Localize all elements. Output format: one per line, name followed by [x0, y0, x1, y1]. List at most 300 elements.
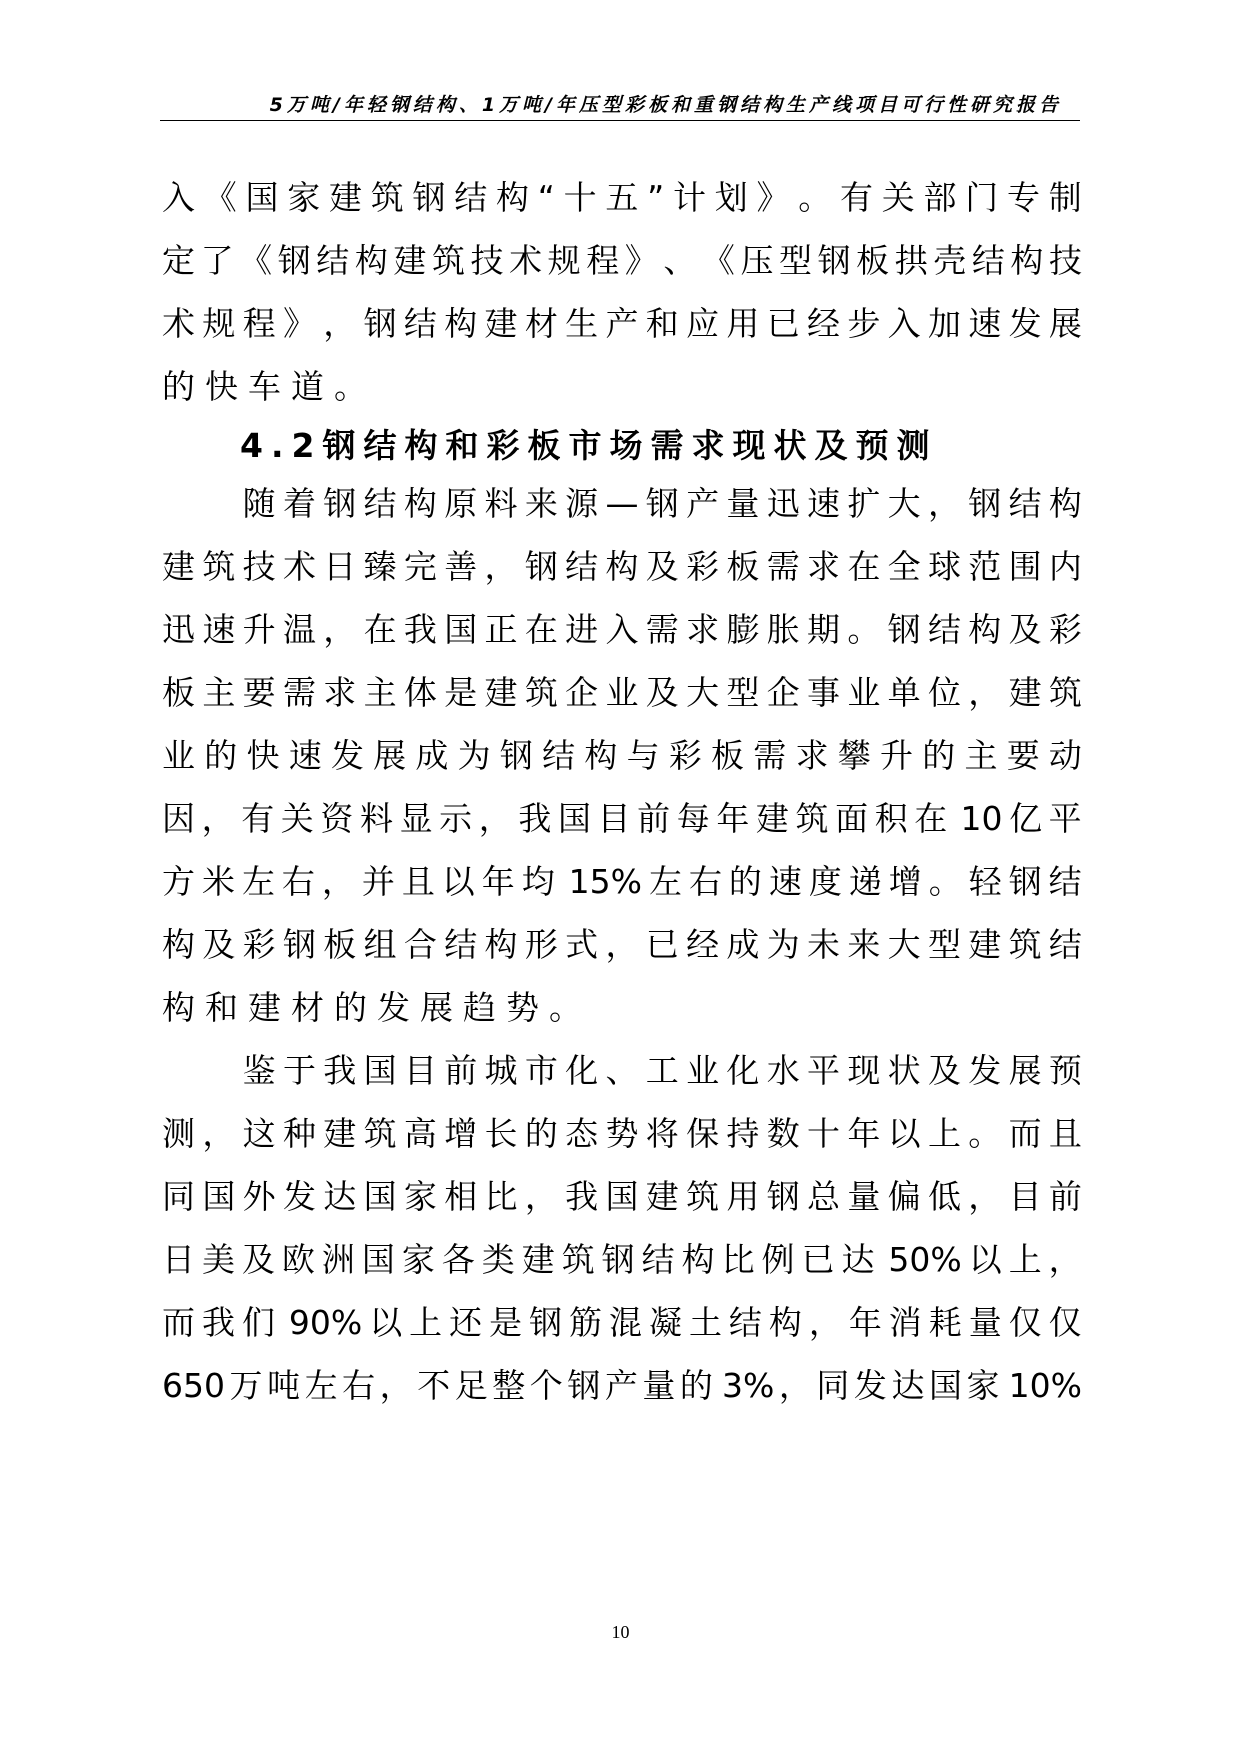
text-glyph: 年 [848, 1303, 882, 1342]
text-glyph: 发 [853, 1366, 887, 1405]
text-glyph: 年 [481, 862, 515, 901]
text-glyph: 家 [401, 1240, 435, 1279]
text-glyph: 展 [373, 736, 407, 775]
text-glyph: 用 [726, 304, 760, 343]
text-glyph: 需 [282, 673, 316, 712]
text-glyph: 着 [282, 484, 316, 523]
text-glyph: 速 [288, 736, 322, 775]
text-glyph: 程 [242, 304, 276, 343]
text-glyph: 态 [565, 1114, 599, 1153]
text-glyph: 壳 [933, 241, 967, 280]
text-glyph: 建 [323, 1114, 357, 1153]
text-glyph: 量 [726, 484, 760, 523]
text-glyph: 工 [645, 1051, 679, 1090]
text-glyph: 左 [648, 862, 682, 901]
text-glyph: 体 [403, 673, 437, 712]
page-number: 10 [611, 1622, 630, 1642]
text-glyph: 要 [242, 673, 276, 712]
text-glyph: 入 [162, 178, 195, 217]
text-glyph: 筑 [370, 178, 404, 217]
text-glyph: 迅 [766, 484, 800, 523]
text-glyph: ， [927, 484, 961, 523]
text-glyph: 目 [597, 799, 631, 838]
text-glyph: 构 [484, 925, 518, 964]
text-glyph: 筑 [1048, 673, 1082, 712]
text-glyph: 建 [393, 241, 427, 280]
text-glyph: 》 [282, 304, 316, 343]
text-glyph: 料 [359, 799, 393, 838]
text-glyph: 吨 [267, 1366, 301, 1405]
text-glyph: 国 [363, 1177, 397, 1216]
text-glyph: 现 [847, 1051, 881, 1090]
text-glyph [162, 1051, 195, 1091]
text-glyph: 及 [241, 1240, 275, 1279]
text-glyph: 筑 [202, 547, 236, 586]
text-glyph: 10 [960, 799, 1003, 838]
text-glyph: 大 [686, 673, 720, 712]
text-glyph: 构 [968, 610, 1002, 649]
text-glyph: 建 [968, 925, 1002, 964]
text-glyph: 需 [766, 547, 800, 586]
text-glyph: 因 [162, 799, 195, 838]
text-glyph: 以 [441, 862, 475, 901]
text-line: 构和建材的发展趋势。 [162, 988, 592, 1027]
text-glyph: ， [808, 1303, 842, 1342]
text-glyph: 型 [726, 673, 760, 712]
header-title: 5万吨/年轻钢结构、1万吨/年压型彩板和重钢结构生产线项目可行性研究报告 [269, 94, 1062, 116]
text-glyph: 比 [721, 1240, 755, 1279]
text-glyph: 均 [521, 862, 555, 901]
text-glyph: 应 [686, 304, 720, 343]
text-glyph: 我 [518, 799, 552, 838]
text-glyph: 用 [726, 1177, 760, 1216]
text-glyph: 持 [726, 1114, 760, 1153]
text-glyph: 单 [887, 673, 921, 712]
text-glyph: 将 [645, 1114, 679, 1153]
text-glyph: 构 [1010, 241, 1044, 280]
text-glyph: 上 [927, 1114, 961, 1153]
text-glyph: 型 [779, 241, 812, 280]
text-glyph: 速 [768, 862, 802, 901]
text-glyph: 亿 [1009, 799, 1043, 838]
text-glyph: 构 [403, 484, 437, 523]
text-glyph: 家 [966, 1366, 1000, 1405]
text-glyph: 的 [204, 736, 238, 775]
text-glyph: 关 [280, 799, 314, 838]
text-glyph: 建 [329, 178, 362, 217]
text-glyph: ， [524, 1177, 558, 1216]
text-glyph: 钢 [529, 1303, 563, 1342]
text-glyph: 在 [914, 799, 948, 838]
text-glyph: 化 [565, 1051, 599, 1090]
text-glyph: 升 [242, 610, 276, 649]
text-glyph: 个 [529, 1366, 563, 1405]
text-glyph: 结 [1048, 862, 1082, 901]
text-glyph: 术 [282, 547, 316, 586]
text-glyph: “ [537, 178, 555, 217]
text-glyph: 轻 [968, 862, 1002, 901]
text-glyph: 国 [245, 178, 279, 217]
text-glyph: 结 [1008, 484, 1042, 523]
text-glyph: 经 [807, 304, 840, 343]
text-glyph: 城 [484, 1051, 518, 1090]
text-glyph: 测 [162, 1114, 195, 1153]
text-glyph: 及 [645, 547, 679, 586]
text-glyph: 构 [354, 241, 388, 280]
text-glyph: 胀 [766, 610, 800, 649]
text-glyph: 构 [768, 1303, 802, 1342]
text-glyph: 要 [1006, 736, 1040, 775]
text-glyph: 数 [766, 1114, 800, 1153]
text-glyph: 原 [444, 484, 478, 523]
running-header [160, 86, 1080, 121]
text-glyph: 钢 [323, 484, 357, 523]
text-glyph: 90% [288, 1303, 363, 1342]
text-glyph: 水 [766, 1051, 800, 1090]
text-glyph: ， [1048, 1240, 1082, 1279]
text-glyph: 市 [524, 1051, 558, 1090]
text-glyph: 资 [320, 799, 354, 838]
text-glyph: 国 [363, 1051, 397, 1090]
text-glyph: 《 [239, 241, 273, 280]
text-glyph: 是 [444, 673, 478, 712]
text-glyph: 钢 [363, 304, 397, 343]
text-glyph: 、 [663, 241, 697, 280]
text-glyph: 们 [241, 1303, 275, 1342]
text-glyph: 筋 [569, 1303, 603, 1342]
text-glyph: 为 [457, 736, 491, 775]
text-glyph: 随 [242, 484, 276, 523]
text-glyph: 计 [672, 178, 706, 217]
text-glyph: 仅 [1008, 1303, 1042, 1342]
text-glyph [202, 484, 235, 524]
text-line [162, 484, 1082, 524]
text-glyph: 成 [726, 925, 760, 964]
text-glyph: 以 [369, 1303, 403, 1342]
text-glyph: 洲 [321, 1240, 355, 1279]
text-glyph: 需 [753, 736, 787, 775]
text-glyph: 目 [403, 1051, 437, 1090]
text-glyph: 及 [927, 1051, 961, 1090]
text-glyph: 全 [887, 547, 921, 586]
text-glyph: 已 [766, 304, 800, 343]
text-glyph: 构 [1048, 484, 1082, 523]
text-glyph: 与 [626, 736, 660, 775]
text-glyph: 术 [509, 241, 543, 280]
text-glyph [202, 1051, 235, 1091]
text-glyph: 构 [584, 736, 618, 775]
text-glyph: 仅 [1048, 1303, 1082, 1342]
text-glyph: 发 [282, 1177, 316, 1216]
text-glyph: 平 [807, 1051, 840, 1090]
text-glyph: 十 [563, 178, 597, 217]
text-glyph: 求 [795, 736, 829, 775]
text-glyph: 及 [1008, 610, 1042, 649]
text-line [162, 736, 1082, 776]
text-glyph: 大 [887, 925, 921, 964]
text-glyph: 发 [968, 1051, 1002, 1090]
text-glyph: 加 [927, 304, 961, 343]
text-glyph: 钢 [499, 736, 533, 775]
text-glyph: 日 [323, 547, 357, 586]
text-glyph: 家 [403, 1177, 437, 1216]
text-glyph: 结 [1048, 925, 1082, 964]
text-glyph: 结 [454, 178, 488, 217]
text-glyph: 同 [162, 1177, 195, 1216]
text-glyph: 构 [605, 547, 639, 586]
text-glyph: 业 [686, 1051, 720, 1090]
text-glyph: 速 [968, 304, 1002, 343]
text-glyph: 结 [971, 241, 1005, 280]
text-glyph: 技 [242, 547, 276, 586]
text-glyph: 日 [162, 1240, 195, 1279]
text-glyph: 已 [801, 1240, 835, 1279]
text-glyph: 关 [881, 178, 915, 217]
text-glyph: 板 [323, 925, 357, 964]
text-glyph: 钢 [817, 241, 851, 280]
text-glyph: 量 [642, 1366, 676, 1405]
text-glyph: ， [968, 1177, 1002, 1216]
text-glyph: 膨 [726, 610, 760, 649]
text-glyph: 已 [645, 925, 679, 964]
text-glyph: 彩 [668, 736, 702, 775]
text-glyph: 范 [968, 547, 1002, 586]
text-glyph: 技 [1048, 241, 1082, 280]
text-glyph: 事 [807, 673, 840, 712]
text-glyph: 期 [807, 610, 840, 649]
text-glyph: 求 [807, 547, 840, 586]
text-glyph: ， [201, 799, 235, 838]
text-glyph: ， [323, 610, 357, 649]
text-glyph: 型 [927, 925, 961, 964]
text-glyph: ， [605, 925, 639, 964]
section-heading: 4.2钢结构和彩板市场需求现状及预测 [240, 426, 938, 465]
text-glyph: 右 [688, 862, 722, 901]
text-glyph: ， [202, 1114, 236, 1153]
text-glyph: 高 [403, 1114, 437, 1153]
text-glyph: 耗 [928, 1303, 962, 1342]
text-line [162, 610, 1082, 650]
text-glyph: 达 [323, 1177, 357, 1216]
text-glyph: 规 [202, 304, 236, 343]
text-glyph: 经 [686, 925, 720, 964]
text-glyph: 年 [716, 799, 750, 838]
text-glyph [162, 484, 195, 524]
text-glyph: 钢 [1008, 862, 1042, 901]
text-glyph: 。 [798, 178, 832, 217]
text-glyph: 量 [847, 1177, 881, 1216]
text-glyph: 拱 [894, 241, 928, 280]
text-glyph: 围 [1008, 547, 1042, 586]
text-glyph: ， [968, 673, 1002, 712]
text-line [162, 1051, 1082, 1091]
text-glyph: 结 [542, 736, 576, 775]
text-glyph: 内 [1048, 547, 1082, 586]
text-glyph: 板 [726, 547, 760, 586]
text-glyph: 臻 [363, 547, 397, 586]
text-glyph: 企 [565, 673, 599, 712]
text-glyph: 钢 [524, 547, 558, 586]
text-glyph: 不 [417, 1366, 451, 1405]
text-glyph: 结 [444, 925, 478, 964]
text-glyph: 建 [162, 547, 195, 586]
text-glyph: 在 [847, 547, 881, 586]
text-glyph: 彩 [242, 925, 276, 964]
text-glyph: 钢 [567, 1366, 601, 1405]
text-glyph: 、 [605, 1051, 639, 1090]
text-glyph: 十 [807, 1114, 840, 1153]
text-line: 的快车道。 [162, 367, 377, 406]
text-glyph: 板 [162, 673, 195, 712]
text-glyph: 化 [726, 1051, 760, 1090]
text-glyph: 土 [688, 1303, 722, 1342]
text-line [162, 304, 1082, 344]
text-glyph: 前 [444, 1051, 478, 1090]
text-line [162, 673, 1082, 713]
text-glyph: 业 [162, 736, 195, 775]
text-glyph: 钢 [601, 1240, 635, 1279]
text-glyph: 国 [605, 1177, 639, 1216]
text-glyph: 650 [162, 1366, 225, 1405]
text-glyph: ， [778, 1366, 812, 1405]
text-glyph: 在 [363, 610, 397, 649]
text-glyph: 定 [162, 241, 195, 280]
text-glyph: 钢 [277, 241, 311, 280]
text-glyph: 速 [807, 484, 840, 523]
text-glyph: 鉴 [242, 1051, 276, 1090]
text-line [162, 799, 1082, 839]
text-glyph: 达 [891, 1366, 925, 1405]
text-glyph: 彩 [1048, 610, 1082, 649]
text-glyph: 有 [241, 799, 275, 838]
text-glyph: 势 [605, 1114, 639, 1153]
text-glyph: 15% [568, 862, 643, 901]
text-glyph: 速 [202, 610, 236, 649]
text-glyph: 上 [1008, 1240, 1042, 1279]
text-glyph: 家 [287, 178, 321, 217]
text-glyph: 有 [839, 178, 873, 217]
text-glyph: 材 [524, 304, 558, 343]
text-glyph: 术 [162, 304, 195, 343]
text-glyph: 业 [847, 673, 881, 712]
text-glyph: 温 [282, 610, 316, 649]
text-line [162, 241, 1082, 281]
text-glyph: 扩 [847, 484, 881, 523]
text-glyph: 10% [1008, 1366, 1082, 1405]
text-glyph: 产 [604, 1366, 638, 1405]
text-glyph: 。 [928, 862, 962, 901]
text-glyph: 五 [605, 178, 639, 217]
text-glyph: — [605, 484, 639, 523]
text-glyph: 动 [1048, 736, 1082, 775]
text-glyph: 》 [756, 178, 790, 217]
text-glyph: 压 [740, 241, 774, 280]
text-glyph: 递 [848, 862, 882, 901]
text-glyph: ， [323, 304, 357, 343]
text-glyph: 程 [586, 241, 620, 280]
text-glyph: 消 [888, 1303, 922, 1342]
text-glyph: 彩 [686, 547, 720, 586]
text-glyph: 上 [409, 1303, 443, 1342]
text-glyph: 国 [557, 799, 591, 838]
text-glyph: 还 [449, 1303, 483, 1342]
text-glyph: 整 [492, 1366, 526, 1405]
text-glyph: 国 [928, 1366, 962, 1405]
text-glyph: 结 [728, 1303, 762, 1342]
text-glyph: 面 [835, 799, 869, 838]
text-glyph: 而 [162, 1303, 195, 1342]
text-glyph: 万 [229, 1366, 263, 1405]
text-glyph: 国 [444, 610, 478, 649]
text-glyph: 求 [323, 673, 357, 712]
text-glyph: 筑 [363, 1114, 397, 1153]
text-glyph: 展 [1008, 1051, 1042, 1090]
text-glyph: 板 [856, 241, 890, 280]
text-line [162, 1177, 1082, 1217]
text-glyph: 在 [524, 610, 558, 649]
text-glyph: ， [478, 799, 512, 838]
text-glyph: 例 [761, 1240, 795, 1279]
text-glyph: 欧 [281, 1240, 315, 1279]
text-glyph: 建 [521, 1240, 555, 1279]
text-glyph: 料 [484, 484, 518, 523]
text-glyph: 足 [454, 1366, 488, 1405]
text-glyph: 式 [565, 925, 599, 964]
text-glyph: 攀 [837, 736, 871, 775]
text-glyph: 门 [965, 178, 999, 217]
text-glyph: 钢 [968, 484, 1002, 523]
text-glyph: 平 [1048, 799, 1082, 838]
text-glyph: 右 [281, 862, 315, 901]
text-glyph: 钢 [282, 925, 316, 964]
text-glyph: 建 [484, 673, 518, 712]
text-glyph: 3% [721, 1366, 775, 1405]
text-glyph: 建 [1008, 673, 1042, 712]
text-glyph: 量 [968, 1303, 1002, 1342]
text-glyph: 的 [728, 862, 762, 901]
text-glyph: 主 [363, 673, 397, 712]
text-glyph: 钢 [887, 610, 921, 649]
text-glyph: 生 [565, 304, 599, 343]
text-glyph: 我 [323, 1051, 357, 1090]
text-glyph: 钢 [412, 178, 446, 217]
text-line [162, 1366, 1082, 1406]
text-glyph: 大 [887, 484, 921, 523]
text-glyph: 左 [304, 1366, 338, 1405]
text-glyph: 外 [242, 1177, 276, 1216]
text-glyph: 求 [686, 610, 720, 649]
text-glyph: 步 [847, 304, 881, 343]
text-glyph: 发 [330, 736, 364, 775]
text-glyph: 及 [202, 925, 236, 964]
text-glyph: 状 [887, 1051, 921, 1090]
text-glyph: 组 [363, 925, 397, 964]
text-glyph: 预 [1048, 1051, 1082, 1090]
text-glyph: 右 [342, 1366, 376, 1405]
text-line [162, 1114, 1082, 1154]
text-line [162, 1303, 1082, 1343]
text-glyph: 且 [1048, 1114, 1082, 1153]
text-glyph: 同 [816, 1366, 850, 1405]
text-glyph: 建 [484, 304, 518, 343]
text-glyph: 构 [162, 925, 195, 964]
text-glyph: 以 [887, 1114, 921, 1153]
text-glyph: 我 [201, 1303, 235, 1342]
text-line [162, 862, 1082, 902]
text-glyph: 美 [201, 1240, 235, 1279]
text-glyph: 示 [439, 799, 473, 838]
text-glyph: 产 [686, 484, 720, 523]
